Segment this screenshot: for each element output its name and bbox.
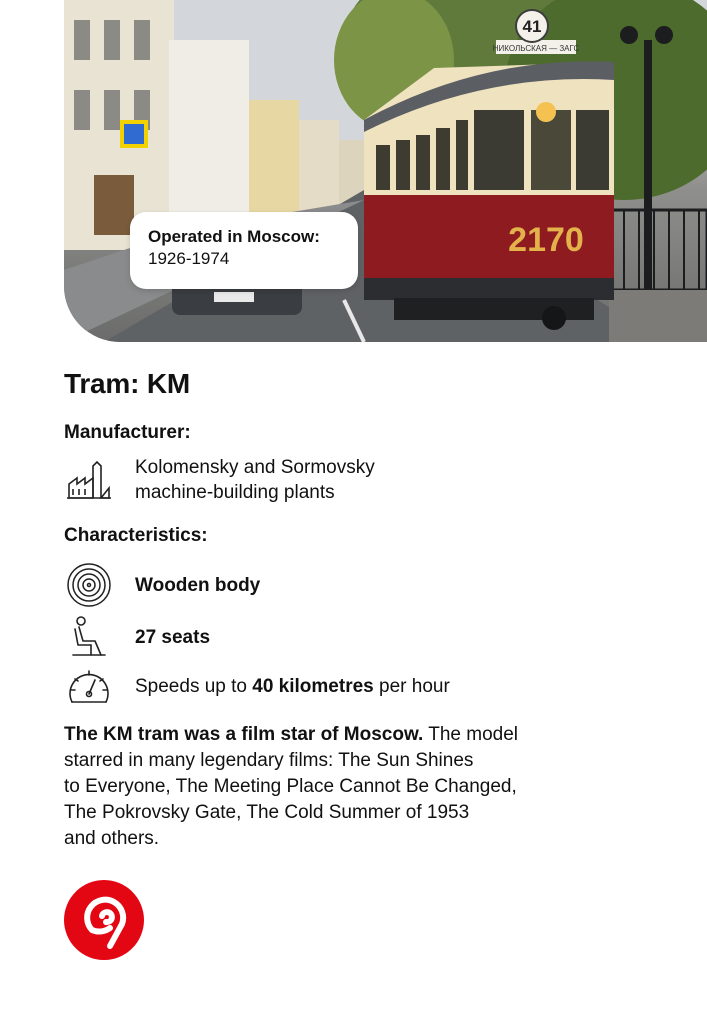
operation-period-years: 1926-1974 — [148, 249, 230, 268]
characteristic-item-wooden-body — [64, 560, 260, 610]
speedometer-icon — [64, 661, 114, 711]
description-lead: The KM tram was a film star of Moscow. — [64, 724, 424, 745]
factory-icon — [64, 455, 114, 505]
characteristic-text: Wooden body — [135, 574, 261, 596]
manufacturer-line-2: machine-building plants — [135, 482, 335, 503]
description-line-5: and others. — [64, 828, 160, 849]
page-title: Tram: KM — [64, 368, 190, 399]
manufacturer-row — [64, 455, 375, 505]
characteristics-heading: Characteristics: — [64, 525, 208, 546]
tram-number-label: 2170 — [508, 221, 584, 259]
operation-period-card — [130, 212, 358, 289]
route-sign-label: НИКОЛЬСКАЯ — ЗАГС — [492, 44, 580, 53]
operation-period-title: Operated in Moscow: — [148, 227, 320, 246]
description-line-2: starred in many legendary films: The Sun Shines — [64, 750, 474, 771]
characteristic-text: 27 seats — [135, 626, 211, 648]
characteristic-text — [135, 674, 450, 699]
route-number-label: 41 — [522, 17, 542, 36]
manufacturer-heading: Manufacturer: — [64, 422, 191, 443]
hero-photo — [64, 0, 707, 342]
characteristic-item-speed — [64, 661, 450, 711]
tram-street-illustration — [64, 0, 707, 342]
description-line-4: The Pokrovsky Gate, The Cold Summer of 1953 — [64, 802, 470, 823]
characteristic-item-seats — [64, 612, 210, 662]
brand-logo — [64, 880, 144, 960]
speed-suffix: per hour — [373, 675, 450, 697]
seat-icon — [64, 612, 114, 662]
speed-value: 40 kilometres — [252, 675, 374, 697]
description-line-3: to Everyone, The Meeting Place Cannot Be Changed, — [64, 776, 517, 797]
wood-rings-icon — [64, 560, 114, 610]
speed-prefix: Speeds up to — [135, 675, 253, 697]
description-line-1: The model — [423, 724, 519, 745]
description-paragraph — [64, 722, 624, 852]
manufacturer-line-1: Kolomensky and Sormovsky — [135, 457, 375, 478]
